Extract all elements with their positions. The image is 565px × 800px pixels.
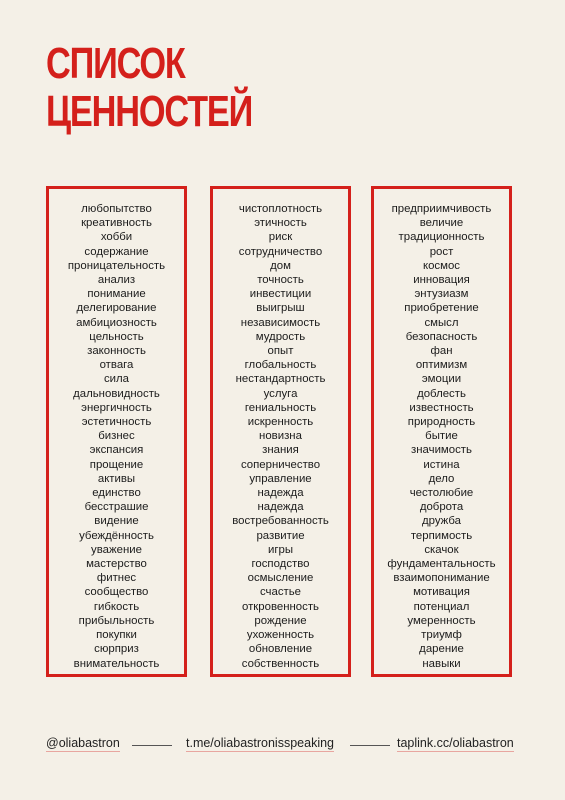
value-item: экспансия — [89, 444, 144, 457]
value-item: востребованность — [232, 515, 329, 528]
value-item: рождение — [254, 614, 307, 627]
value-item: надежда — [257, 487, 304, 500]
title-line-1: СПИСОК — [46, 39, 185, 88]
value-item: сотрудничество — [238, 245, 323, 258]
values-column-2 — [210, 186, 351, 677]
value-item: мастерство — [86, 558, 147, 571]
value-item: фундаментальность — [387, 558, 496, 571]
value-item: энтузиазм — [414, 288, 469, 301]
value-item: понимание — [87, 288, 146, 301]
value-item: сюрприз — [94, 643, 139, 656]
value-item: покупки — [96, 629, 137, 642]
value-item: прощение — [89, 458, 144, 471]
title-line-2: ЦЕННОСТЕЙ — [46, 87, 253, 136]
value-item: триумф — [421, 629, 462, 642]
value-item: видение — [94, 515, 139, 528]
values-column-1 — [46, 186, 187, 677]
value-item: опыт — [267, 345, 294, 358]
value-item: скачок — [424, 543, 459, 556]
value-item: оптимизм — [415, 359, 468, 372]
value-item: дело — [428, 472, 455, 485]
value-item: дом — [270, 259, 291, 272]
value-item: честолюбие — [409, 487, 474, 500]
value-item: доброта — [419, 501, 464, 514]
values-list — [49, 202, 184, 671]
value-item: предприимчивость — [391, 203, 492, 215]
taplink-link[interactable]: taplink.cc/oliabastron — [397, 736, 514, 750]
value-item: рост — [429, 245, 454, 258]
value-item: новизна — [259, 430, 302, 443]
value-item: счастье — [259, 586, 302, 599]
values-list — [213, 202, 348, 671]
values-column-3 — [371, 186, 512, 677]
value-item: известность — [409, 401, 474, 414]
value-item: осмысление — [247, 572, 314, 585]
value-item: убеждённость — [79, 529, 154, 542]
value-item: эстетичность — [81, 416, 152, 429]
value-item: инновация — [413, 274, 470, 287]
value-item: потенциал — [413, 600, 470, 613]
value-item: риск — [268, 231, 293, 244]
value-item: дальновидность — [73, 387, 160, 400]
value-item: ухоженность — [246, 629, 315, 642]
value-item: отвага — [99, 359, 134, 372]
value-item: уважение — [91, 543, 142, 556]
value-item: содержание — [84, 245, 149, 258]
value-item: традиционность — [398, 231, 485, 244]
value-item: делегирование — [76, 302, 157, 315]
value-item: эмоции — [421, 373, 462, 386]
instagram-link[interactable]: @oliabastron — [46, 736, 120, 750]
value-item: законность — [87, 345, 146, 358]
value-item: искренность — [247, 416, 314, 429]
value-item: природность — [407, 416, 476, 429]
divider — [132, 745, 172, 746]
value-item: внимательность — [73, 657, 160, 670]
value-item: гибкость — [93, 600, 140, 613]
value-item: космос — [422, 259, 460, 272]
telegram-link[interactable]: t.me/oliabastronisspeaking — [186, 736, 334, 750]
value-item: истина — [423, 458, 460, 471]
value-item: глобальность — [244, 359, 317, 372]
value-item: величие — [419, 217, 464, 230]
value-item: нестандартность — [235, 373, 326, 386]
value-item: безопасность — [405, 330, 478, 343]
divider — [350, 745, 390, 746]
value-item: инвестиции — [249, 288, 312, 301]
value-item: точность — [257, 274, 304, 287]
value-item: бытие — [425, 430, 458, 443]
value-item: бизнес — [98, 430, 135, 443]
value-item: обновление — [248, 643, 313, 656]
value-item: откровенность — [242, 600, 319, 613]
value-item: фитнес — [96, 572, 137, 585]
value-item: чистоплотность — [238, 203, 323, 215]
value-item: единство — [92, 487, 141, 500]
value-item: собственность — [241, 657, 320, 670]
value-item: дружба — [421, 515, 462, 528]
page-title — [46, 40, 252, 136]
value-item: гениальность — [244, 401, 317, 414]
value-item: бесстрашие — [84, 501, 149, 514]
value-item: выигрыш — [256, 302, 305, 315]
value-item: умеренность — [407, 614, 476, 627]
value-item: господство — [251, 558, 310, 571]
value-item: приобретение — [404, 302, 479, 315]
value-item: фан — [430, 345, 453, 358]
value-item: энергичность — [81, 401, 152, 414]
value-item: взаимопонимание — [393, 572, 490, 585]
value-item: надежда — [257, 501, 304, 514]
value-item: любопытство — [81, 203, 152, 215]
value-item: управление — [249, 472, 312, 485]
value-item: активы — [97, 472, 136, 485]
value-item: независимость — [240, 316, 321, 329]
value-item: мотивация — [413, 586, 470, 599]
value-item: соперничество — [240, 458, 321, 471]
value-item: прибыльность — [78, 614, 155, 627]
value-item: сила — [103, 373, 130, 386]
value-item: навыки — [422, 657, 461, 670]
value-item: сообщество — [84, 586, 149, 599]
value-item: мудрость — [255, 330, 306, 343]
value-item: развитие — [256, 529, 305, 542]
value-item: хобби — [100, 231, 133, 244]
value-item: этичность — [254, 217, 307, 230]
value-item: креативность — [81, 217, 152, 230]
value-item: игры — [267, 543, 294, 556]
value-item: услуга — [263, 387, 298, 400]
value-item: цельность — [89, 330, 144, 343]
value-item: проницательность — [67, 259, 166, 272]
value-item: смысл — [424, 316, 459, 329]
value-item: анализ — [97, 274, 136, 287]
value-item: знания — [262, 444, 299, 457]
value-item: амбициозность — [76, 316, 157, 329]
value-item: доблесть — [417, 387, 466, 400]
footer — [0, 736, 565, 756]
value-item: терпимость — [410, 529, 473, 542]
values-list — [374, 202, 509, 671]
value-item: значимость — [411, 444, 472, 457]
value-item: дарение — [419, 643, 464, 656]
